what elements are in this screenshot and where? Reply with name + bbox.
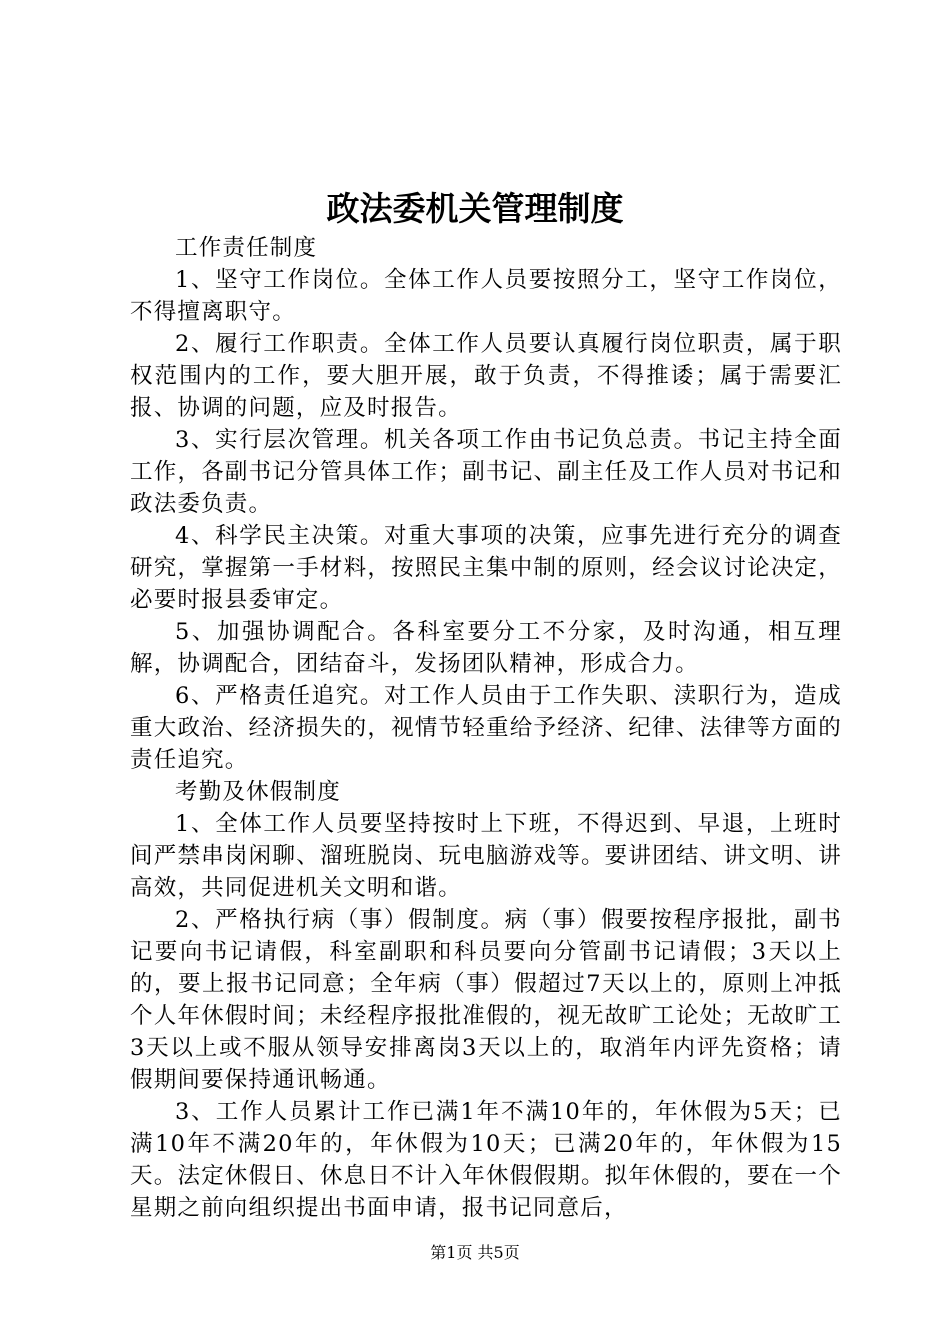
paragraph: 6、严格责任追究。对工作人员由于工作失职、渎职行为，造成重大政治、经济损失的，视情节轻重给予经济、纪律、法律等方面的责任追究。 [130, 683, 842, 773]
section-heading-work-responsibility: 工作责任制度 [175, 235, 318, 261]
paragraph: 5、加强协调配合。各科室要分工不分家，及时沟通，相互理解，协调配合，团结奋斗，发扬团队精神，形成合力。 [130, 619, 842, 677]
paragraph: 2、履行工作职责。全体工作人员要认真履行岗位职责，属于职权范围内的工作，要大胆开展，敢于负责，不得推诿；属于需要汇报、协调的问题，应及时报告。 [130, 331, 842, 421]
document-body [130, 232, 842, 1224]
page-title: 政法委机关管理制度 [326, 189, 624, 228]
paragraph: 1、坚守工作岗位。全体工作人员要按照分工，坚守工作岗位，不得擅离职守。 [130, 267, 842, 325]
paragraph: 4、科学民主决策。对重大事项的决策，应事先进行充分的调查研究，掌握第一手材料，按照民主集中制的原则，经会议讨论决定，必要时报县委审定。 [130, 523, 842, 613]
paragraph: 3、实行层次管理。机关各项工作由书记负总责。书记主持全面工作，各副书记分管具体工作；副书记、副主任及工作人员对书记和政法委负责。 [130, 427, 842, 517]
paragraph: 1、全体工作人员要坚持按时上下班，不得迟到、早退，上班时间严禁串岗闲聊、溜班脱岗、玩电脑游戏等。要讲团结、讲文明、讲高效，共同促进机关文明和谐。 [130, 811, 842, 901]
section-heading-attendance-leave: 考勤及休假制度 [175, 779, 341, 805]
paragraph: 2、严格执行病（事）假制度。病（事）假要按程序报批，副书记要向书记请假，科室副职和科员要向分管副书记请假；3天以上的，要上报书记同意；全年病（事）假超过7天以上的，原则上冲抵个人年休假时间；未经程序报批准假的，视无故旷工论处；无故旷工3天以上或不服从领导安排离岗3天以上的，取消年内评先资格；请假期间要保持通讯畅通。 [130, 907, 842, 1093]
page-number-indicator: 第1页 共5页 [430, 1243, 520, 1262]
paragraph: 3、工作人员累计工作已满1年不满10年的，年休假为5天；已满10年不满20年的，年休假为10天；已满20年的，年休假为15天。法定休假日、休息日不计入年休假假期。拟年休假的，要在一个星期之前向组织提出书面申请，报书记同意后， [130, 1099, 842, 1221]
